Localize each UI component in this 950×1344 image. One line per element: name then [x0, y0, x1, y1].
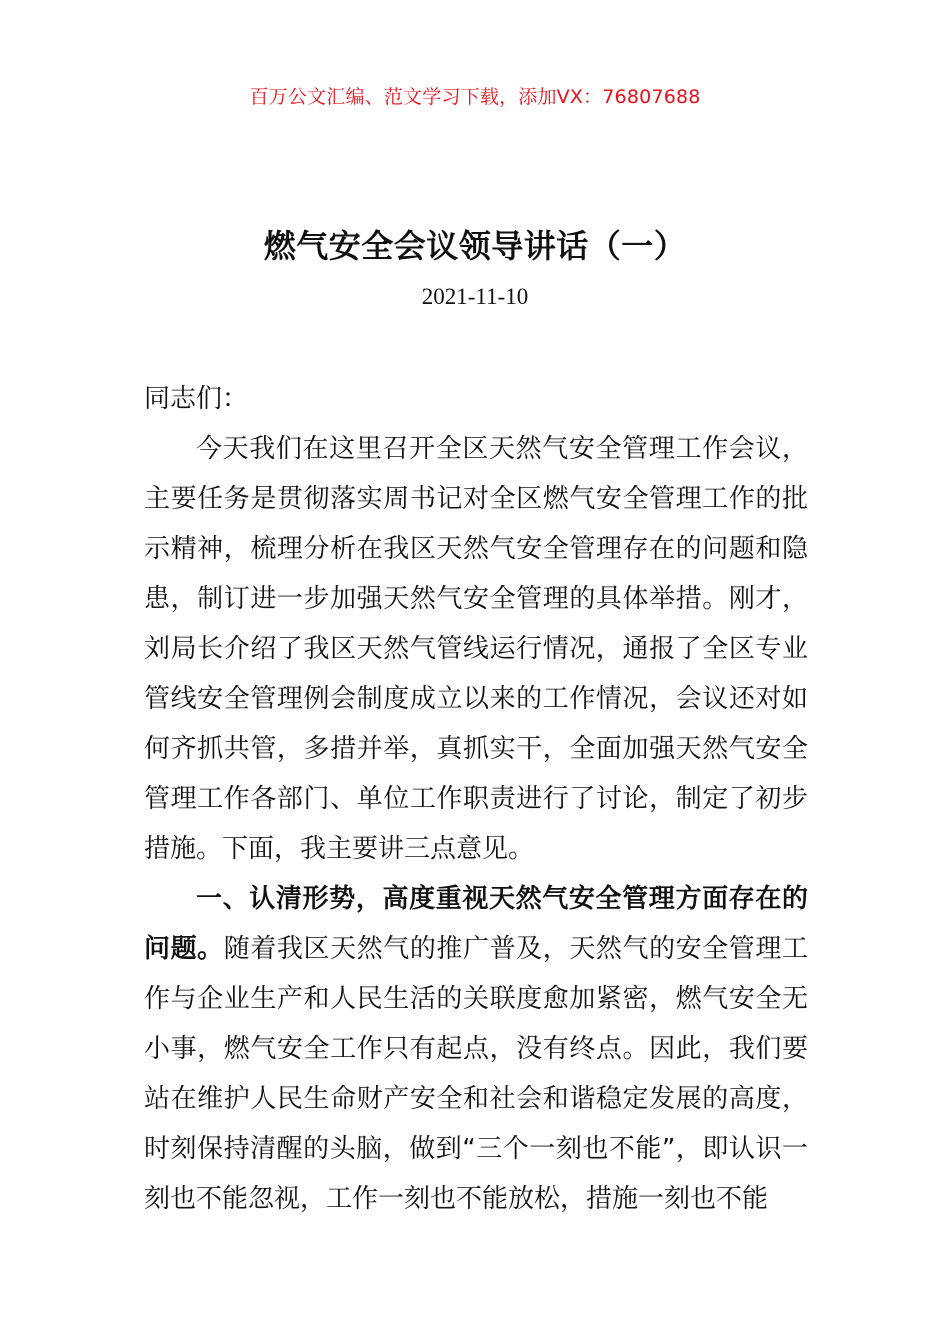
paragraph-section-1 — [144, 874, 808, 1224]
header-promo-note: 百万公文汇编、范文学习下载，添加VX：76807688 — [249, 86, 701, 108]
document-date: 2021-11-10 — [421, 284, 529, 309]
section-1-text: 随着我区天然气的推广普及，天然气的安全管理工作与企业生产和人民生活的关联度愈加紧密，燃气安全无小事，燃气安全工作只有起点，没有终点。因此，我们要站在维护人民生命财产安全和社会和谐稳定发展的高度，时刻保持清醒的头脑，做到“三个一刻也不能”，即认识一刻也不能忽视，工作一刻也不能放松，措施一刻也不能 — [144, 934, 808, 1214]
paragraph-intro: 今天我们在这里召开全区天然气安全管理工作会议，主要任务是贯彻落实周书记对全区燃气安全管理工作的批示精神，梳理分析在我区天然气安全管理存在的问题和隐患，制订进一步加强天然气安全管理的具体举措。刚才，刘局长介绍了我区天然气管线运行情况，通报了全区专业管线安全管理例会制度成立以来的工作情况，会议还对如何齐抓共管，多措并举，真抓实干，全面加强天然气安全管理工作各部门、单位工作职责进行了讨论，制定了初步措施。下面，我主要讲三点意见。 — [144, 434, 808, 864]
document-body — [144, 374, 808, 1224]
section-1-heading: 一、认清形势，高度重视天然气安全管理方面存在的问题。 — [144, 884, 808, 964]
document-title: 燃气安全会议领导讲话（一） — [263, 227, 687, 265]
salutation: 同志们： — [144, 384, 249, 414]
